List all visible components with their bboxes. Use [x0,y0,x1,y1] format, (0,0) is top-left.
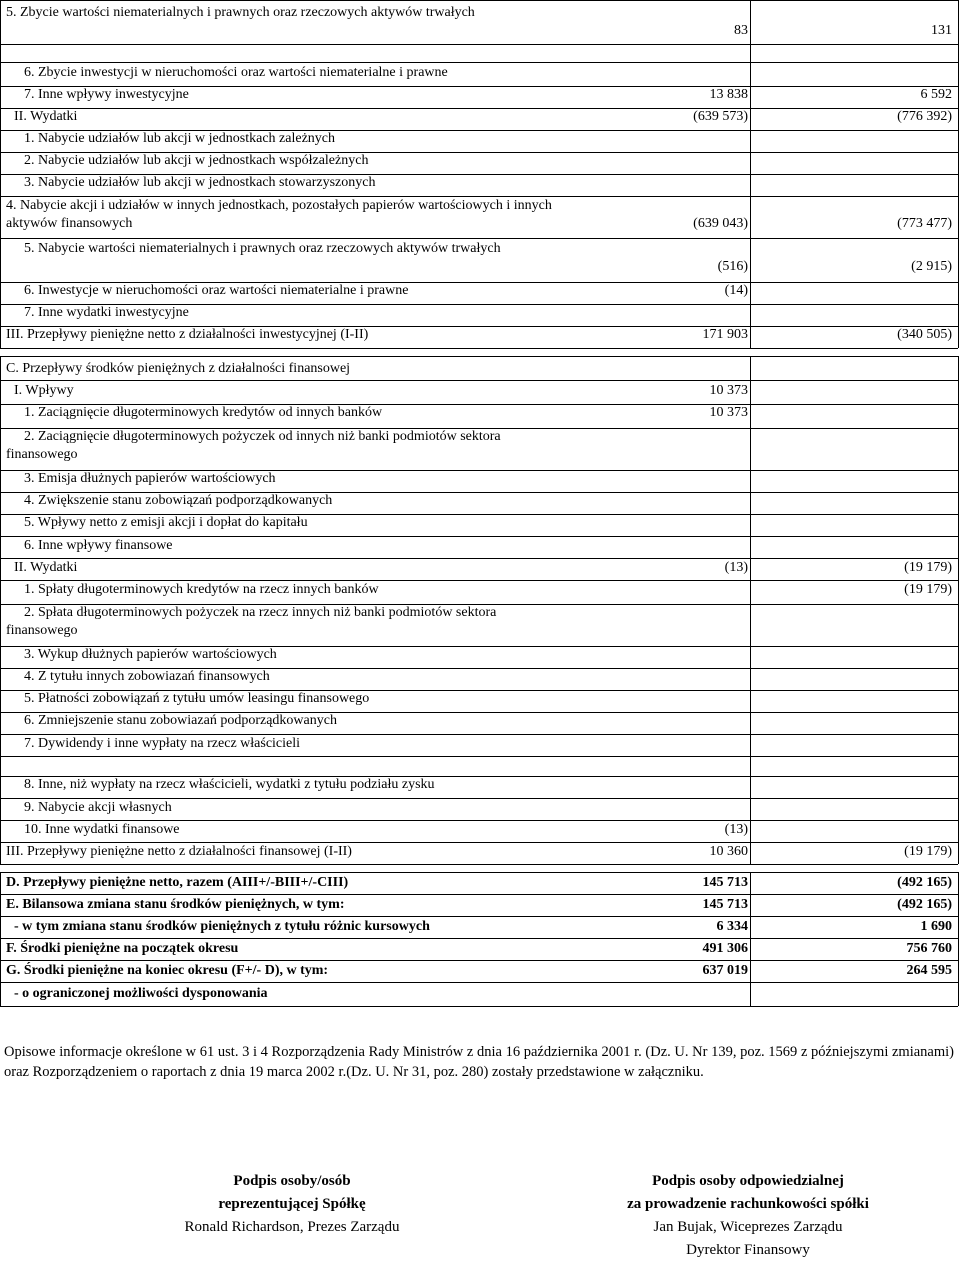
column-divider [0,356,1,864]
row-divider [0,304,958,305]
row-divider [0,842,958,843]
previous-period-value: 756 760 [906,941,952,956]
column-divider [750,356,751,864]
current-period-value: 6 334 [716,919,748,934]
row-label: 1. Zaciągnięcie długoterminowych kredytów od innych banków [24,405,383,420]
row-divider [0,668,958,669]
previous-period-value: (492 165) [897,897,952,912]
row-label: 9. Nabycie akcji własnych [24,800,172,815]
row-divider [0,86,958,87]
column-divider [0,0,1,348]
row-label: 7. Inne wpływy inwestycyjne [24,87,189,102]
current-period-value: (14) [724,283,748,298]
row-divider [0,470,958,471]
notes-paragraph: Opisowe informacje określone w 61 ust. 3 i 4 Rozporządzenia Rady Ministrów z dnia 16 października 2001 r. (Dz. U. Nr 139, poz. 1569 z późniejszymi zmianami) oraz Rozporządzeniem o raportach z dnia 19 marca 2002 r.(Dz. U. Nr 31, poz. 280) zostały przedstawione w załączniku. [4,1044,954,1080]
row-label: 10. Inne wydatki finansowe [24,822,180,837]
signature-block-left [112,1170,472,1239]
row-label: 5. Płatności zobowiązań z tytułu umów leasingu finansowego [24,691,370,706]
row-label: 7. Inne wydatki inwestycyjne [24,305,189,320]
row-divider [0,326,958,327]
row-label: 2. Nabycie udziałów lub akcji w jednostkach współzależnych [24,153,369,168]
row-divider [0,196,958,197]
column-divider [958,0,959,348]
row-label: 4. Nabycie akcji i udziałów w innych jednostkach, pozostałych papierów wartościowych i innych aktywów finansowych [6,198,552,231]
current-period-value: (13) [724,822,748,837]
row-label: F. Środki pieniężne na początek okresu [6,941,239,956]
row-divider [0,558,958,559]
row-divider [0,514,958,515]
row-divider [0,734,958,735]
previous-period-value: 131 [931,23,952,38]
signature-left-title-2: reprezentującej Spółkę [218,1196,366,1212]
current-period-value: 491 306 [702,941,748,956]
row-divider [0,536,958,537]
row-divider [0,356,958,357]
row-divider [0,798,958,799]
row-divider [0,690,958,691]
row-divider [0,864,958,865]
row-divider [0,238,958,239]
column-divider [750,872,751,1006]
row-divider [0,404,958,405]
row-divider [0,894,958,895]
row-label: I. Wpływy [14,383,74,398]
previous-period-value: (19 179) [904,560,952,575]
row-label: 7. Dywidendy i inne wypłaty na rzecz właścicieli [24,736,301,751]
row-divider [0,152,958,153]
previous-period-value: 1 690 [920,919,952,934]
row-divider [0,108,958,109]
row-divider [0,0,958,1]
current-period-value: (516) [717,259,748,274]
signature-right-position: Dyrektor Finansowy [686,1242,810,1258]
row-label: D. Przepływy pieniężne netto, razem (AIII+/-BIII+/-CIII) [6,875,349,890]
row-label: 3. Emisja dłużnych papierów wartościowych [24,471,276,486]
row-divider [0,982,958,983]
row-label: G. Środki pieniężne na koniec okresu (F+/- D), w tym: [6,963,329,978]
row-divider [0,712,958,713]
row-divider [0,756,958,757]
column-divider [0,872,1,1006]
row-label: 3. Wykup dłużnych papierów wartościowych [24,647,277,662]
row-label: 4. Zwiększenie stanu zobowiązań podporządkowanych [24,493,333,508]
signature-right-name: Jan Bujak, Wiceprezes Zarządu [653,1219,843,1235]
row-label: 8. Inne, niż wypłaty na rzecz właścicieli, wydatki z tytułu podziału zysku [24,777,435,792]
row-label: 2. Zaciągnięcie długoterminowych pożyczek od innych niż banki podmiotów sektora finansowego [6,429,501,462]
row-label: 6. Zbycie inwestycji w nieruchomości oraz wartości niematerialne i prawne [24,65,448,80]
signature-block-right [568,1170,928,1262]
row-label: 6. Inne wpływy finansowe [24,538,173,553]
row-divider [0,380,958,381]
previous-period-value: (19 179) [904,844,952,859]
column-divider [750,0,751,348]
current-period-value: 10 360 [709,844,748,859]
row-label: II. Wydatki [14,560,78,575]
row-label: III. Przepływy pieniężne netto z działalności finansowej (I-II) [6,844,352,859]
row-label: II. Wydatki [14,109,78,124]
row-divider [0,492,958,493]
row-label: - o ograniczonej możliwości dysponowania [14,986,268,1001]
current-period-value: 83 [734,23,748,38]
row-divider [0,960,958,961]
row-label: 6. Inwestycje w nieruchomości oraz wartości niematerialne i prawne [24,283,409,298]
row-divider [0,62,958,63]
column-divider [958,356,959,864]
row-divider [0,580,958,581]
previous-period-value: 264 595 [906,963,952,978]
row-label: 5. Wpływy netto z emisji akcji i dopłat do kapitału [24,515,308,530]
row-divider [0,174,958,175]
row-divider [0,604,958,605]
row-divider [0,938,958,939]
previous-period-value: (773 477) [897,216,952,231]
current-period-value: 171 903 [702,327,748,342]
current-period-value: 13 838 [709,87,748,102]
row-divider [0,130,958,131]
row-divider [0,916,958,917]
row-divider [0,872,958,873]
row-divider [0,646,958,647]
signature-left-name: Ronald Richardson, Prezes Zarządu [184,1219,400,1235]
current-period-value: (13) [724,560,748,575]
row-divider [0,44,958,45]
previous-period-value: (340 505) [897,327,952,342]
row-label: 1. Spłaty długoterminowych kredytów na rzecz innych banków [24,582,379,597]
row-label: - w tym zmiana stanu środków pieniężnych z tytułu różnic kursowych [14,919,430,934]
current-period-value: 145 713 [702,897,748,912]
row-divider [0,1006,958,1007]
row-label: E. Bilansowa zmiana stanu środków pieniężnych, w tym: [6,897,345,912]
current-period-value: 10 373 [709,405,748,420]
row-divider [0,428,958,429]
current-period-value: 10 373 [709,383,748,398]
signature-right-title-1: Podpis osoby odpowiedzialnej [652,1173,844,1189]
row-label: 5. Nabycie wartości niematerialnych i prawnych oraz rzeczowych aktywów trwałych [24,241,501,256]
row-label: 5. Zbycie wartości niematerialnych i prawnych oraz rzeczowych aktywów trwałych [6,5,475,20]
row-label: 2. Spłata długoterminowych pożyczek na rzecz innych niż banki podmiotów sektora finansowego [6,605,497,638]
row-divider [0,776,958,777]
row-divider [0,282,958,283]
previous-period-value: 6 592 [920,87,952,102]
current-period-value: 145 713 [702,875,748,890]
previous-period-value: (2 915) [911,259,952,274]
row-label: 6. Zmniejszenie stanu zobowiazań podporządkowanych [24,713,337,728]
row-divider [0,348,958,349]
row-label: III. Przepływy pieniężne netto z działalności inwestycyjnej (I-II) [6,327,369,342]
signature-left-title-1: Podpis osoby/osób [233,1173,351,1189]
row-divider [0,820,958,821]
previous-period-value: (19 179) [904,582,952,597]
current-period-value: 637 019 [702,963,748,978]
current-period-value: (639 043) [693,216,748,231]
row-label: C. Przepływy środków pieniężnych z działalności finansowej [6,361,351,376]
current-period-value: (639 573) [693,109,748,124]
previous-period-value: (776 392) [897,109,952,124]
signature-right-title-2: za prowadzenie rachunkowości spółki [627,1196,869,1212]
previous-period-value: (492 165) [897,875,952,890]
row-label: 3. Nabycie udziałów lub akcji w jednostkach stowarzyszonych [24,175,376,190]
row-label: 4. Z tytułu innych zobowiazań finansowych [24,669,270,684]
row-label: 1. Nabycie udziałów lub akcji w jednostkach zależnych [24,131,335,146]
column-divider [958,872,959,1006]
